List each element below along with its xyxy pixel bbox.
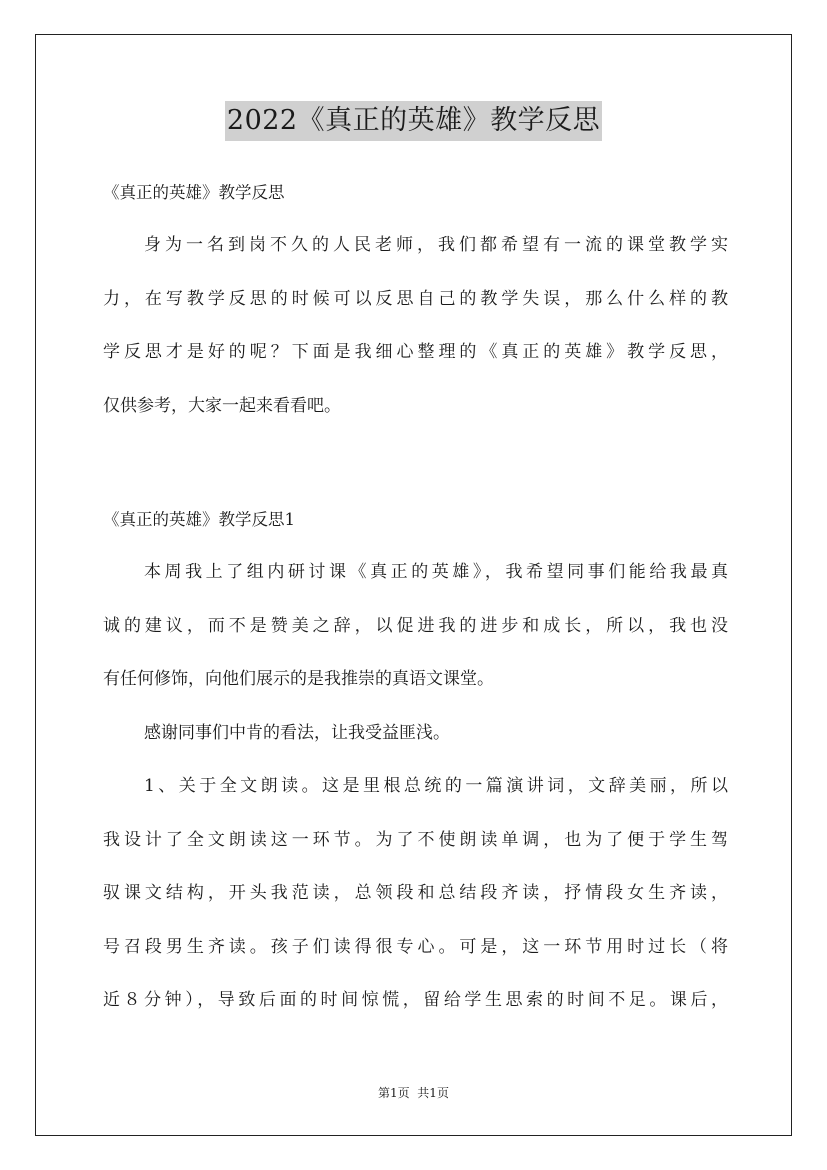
body-line: 诚的建议，而不是赞美之辞，以促进我的进步和成长，所以，我也没: [103, 615, 728, 636]
body-line: 我设计了全文朗读这一环节。为了不使朗读单调，也为了便于学生驾: [103, 829, 728, 850]
intro-line: 力，在写教学反思的时候可以反思自己的教学失误，那么什么样的教: [103, 288, 728, 309]
body-line: 号召段男生齐读。孩子们读得很专心。可是，这一环节用时过长（将: [103, 936, 728, 957]
body-line: 有任何修饰，向他们展示的是我推崇的真语文课堂。: [103, 669, 494, 689]
intro-line: 身为一名到岗不久的人民老师，我们都希望有一流的课堂教学实: [144, 235, 728, 255]
body-line: 近８分钟），导致后面的时间惊慌，留给学生思索的时间不足。课后，: [103, 990, 728, 1010]
body-line: 感谢同事们中肯的看法，让我受益匪浅。: [144, 722, 450, 743]
document-title: 2022《真正的英雄》教学反思: [225, 101, 602, 141]
body-line: 本周我上了组内研讨课《真正的英雄》，我希望同事们能给我最真: [144, 562, 728, 582]
body-line: 驭课文结构，开头我范读，总领段和总结段齐读，抒情段女生齐读，: [103, 883, 728, 903]
section-body: [103, 559, 728, 1041]
page-footer: 第1页 共1页: [378, 1086, 449, 1100]
body-line: 1、关于全文朗读。这是里根总统的一篇演讲词，文辞美丽，所以: [144, 776, 728, 796]
section-heading: 《真正的英雄》教学反思1: [103, 510, 295, 529]
document-subtitle: 《真正的英雄》教学反思: [103, 183, 285, 202]
intro-line: 仅供参考，大家一起来看看吧。: [103, 395, 341, 416]
intro-line: 学反思才是好的呢？下面是我细心整理的《真正的英雄》教学反思，: [103, 342, 728, 362]
intro-paragraph: [103, 232, 728, 446]
title-container: [0, 101, 827, 141]
